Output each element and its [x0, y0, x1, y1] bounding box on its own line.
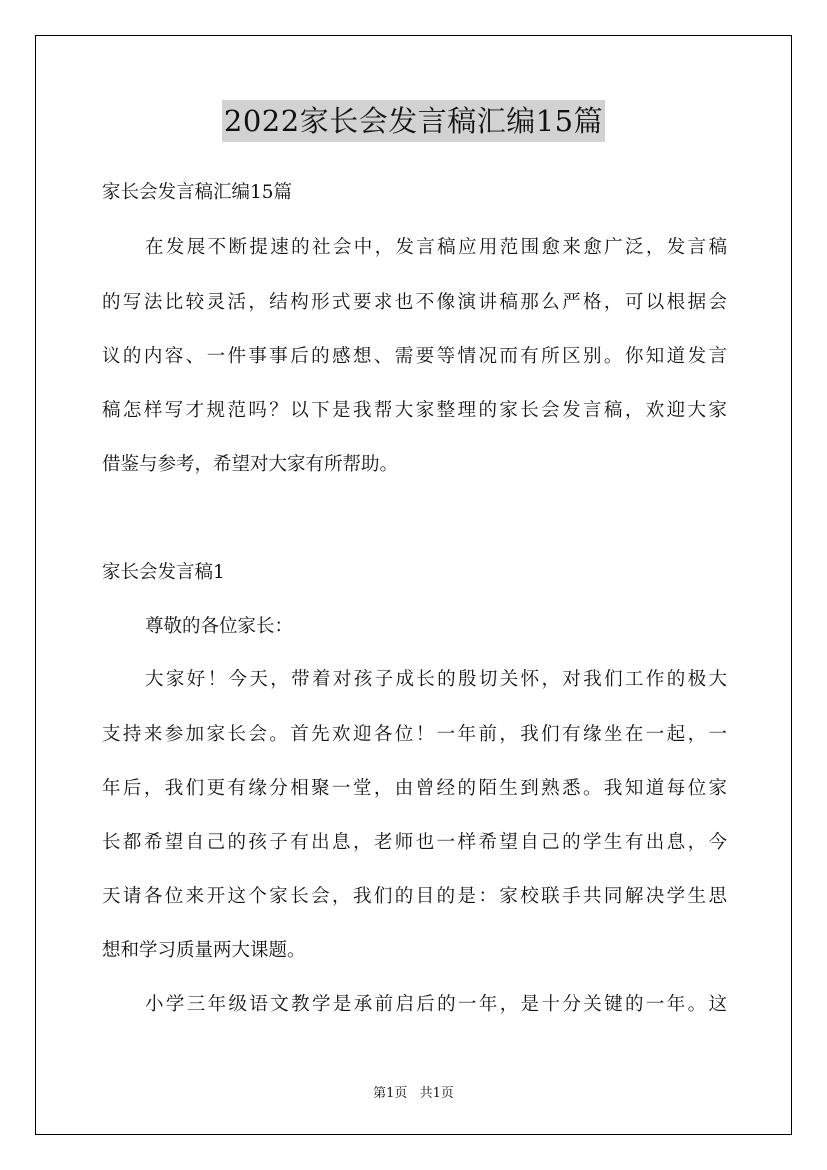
paragraph-line: 大家好！今天，带着对孩子成长的殷切关怀，对我们工作的极大	[145, 669, 727, 690]
paragraph-line: 支持来参加家长会。首先欢迎各位！一年前，我们有缘坐在一起，一	[102, 724, 727, 745]
document-title-wrap	[0, 100, 827, 142]
page-footer	[0, 1082, 827, 1101]
page-total: 共1页	[419, 1086, 454, 1101]
intro-line: 在发展不断提速的社会中，发言稿应用范围愈来愈广泛，发言稿	[145, 237, 727, 258]
paragraph-line: 天请各位来开这个家长会，我们的目的是：家校联手共同解决学生思	[102, 886, 727, 907]
paragraph-line: 长都希望自己的孩子有出息，老师也一样希望自己的学生有出息，今	[102, 832, 727, 853]
document-title: 2022家长会发言稿汇编15篇	[222, 100, 605, 142]
section-heading: 家长会发言稿1	[102, 562, 225, 583]
page-number: 第1页	[373, 1086, 408, 1101]
paragraph-line: 年后，我们更有缘分相聚一堂，由曾经的陌生到熟悉。我知道每位家	[102, 778, 727, 799]
intro-line: 议的内容、一件事事后的感想、需要等情况而有所区别。你知道发言	[102, 346, 727, 367]
intro-line: 借鉴与参考，希望对大家有所帮助。	[102, 454, 399, 475]
paragraph-line: 小学三年级语文教学是承前启后的一年，是十分关键的一年。这	[145, 994, 727, 1015]
intro-line: 稿怎样写才规范吗？以下是我帮大家整理的家长会发言稿，欢迎大家	[102, 400, 727, 421]
salutation: 尊敬的各位家长：	[145, 616, 294, 637]
intro-line: 的写法比较灵活，结构形式要求也不像演讲稿那么严格，可以根据会	[102, 292, 727, 313]
subtitle: 家长会发言稿汇编15篇	[102, 182, 293, 203]
paragraph-line: 想和学习质量两大课题。	[102, 940, 306, 961]
